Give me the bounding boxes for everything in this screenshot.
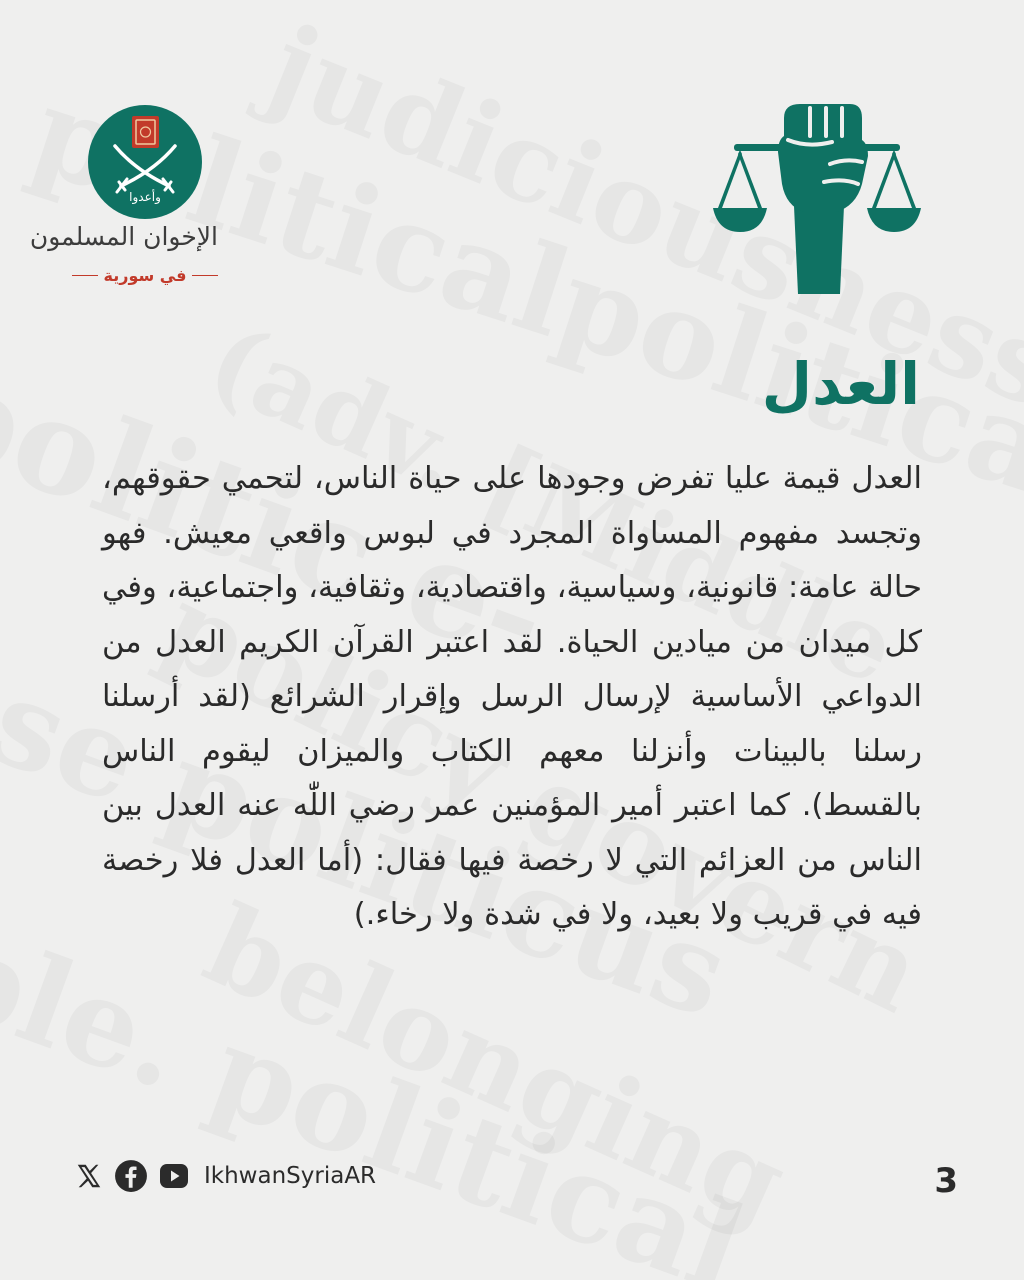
- organization-name: الإخوان المسلمون: [29, 222, 218, 251]
- divider: [72, 275, 98, 276]
- page-title: العدل: [761, 350, 920, 418]
- organization-logo: [29, 104, 218, 294]
- organization-region: [72, 262, 218, 288]
- body-paragraph: العدل قيمة عليا تفرض وجودها على حياة الناس، لتحمي حقوقهم، وتجسد مفهوم المساواة المجرد في لبوس واقعي معيش. فهو حالة عامة: قانونية، وسياسية، واقتصادية، وثقافية، واجتماعية، وفي كل ميدان من ميادين الحياة. لقد اعتبر القرآن الكريم العدل من الدواعي الأساسية لإرسال الرسل وإقرار الشرائع (لقد أرسلنا رسلنا بالبينات وأنزلنا معهم الكتاب والميزان ليقوم الناس بالقسط). كما اعتبر أمير المؤمنين عمر رضي اللّٰه عنه العدل بين الناس من العزائم التي لا رخصة فيها فقال: (أما العدل فلا رخصة فيه في قريب ولا بعيد، ولا في شدة ولا رخاء.): [102, 461, 922, 932]
- region-label: في سورية: [103, 265, 187, 285]
- page-number: 3: [934, 1161, 958, 1201]
- divider: [192, 275, 218, 276]
- social-handle[interactable]: IkhwanSyriaAR: [204, 1163, 377, 1189]
- x-icon[interactable]: [74, 1161, 104, 1191]
- social-footer: [74, 1158, 376, 1194]
- emblem-motto: وأعدوا: [129, 190, 161, 204]
- raised-fist-scales-icon: [712, 100, 922, 296]
- youtube-icon[interactable]: [158, 1160, 190, 1192]
- facebook-icon[interactable]: [114, 1159, 148, 1193]
